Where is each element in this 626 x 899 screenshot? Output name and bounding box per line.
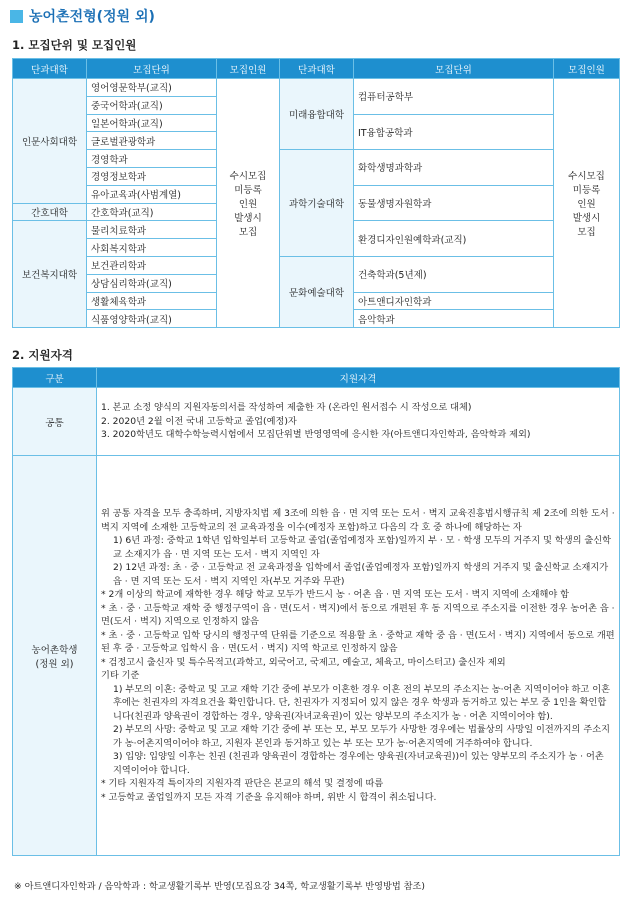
rural-content [97, 456, 620, 856]
table-row [13, 256, 620, 274]
section2-heading: 2. 지원자격 [12, 348, 73, 362]
header-college-right: 단과대학 [280, 59, 354, 79]
unit-cell: 아트앤디자인학과 [354, 292, 554, 310]
unit-cell: 글로벌관광학과 [87, 132, 217, 150]
unit-cell: 물리치료학과 [87, 221, 217, 239]
college-cell: 간호대학 [13, 203, 87, 221]
header-category: 구분 [13, 368, 97, 388]
unit-cell: IT융합공학과 [354, 114, 554, 150]
table-header-row [13, 368, 620, 388]
rural-note: * 초 · 중 · 고등학교 재학 중 행정구역이 읍 · 면(도서 · 벽지)에서 동으로 개편된 후 동 지역으로 주소지를 이전한 경우 농어촌 읍 · 면(도서 · 벽지) 지역으로 인정하지 않음 [101, 602, 615, 627]
other-criteria-title: 기타 기준 [101, 670, 140, 681]
header-college-left: 단과대학 [13, 59, 87, 79]
section1-heading: 1. 모집단위 및 모집인원 [12, 38, 137, 52]
rural-row [13, 456, 620, 856]
unit-cell: 경영정보학과 [87, 167, 217, 185]
common-item: 3. 2020학년도 대학수학능력시험에서 모집단위별 반영영역에 응시한 자(아트앤디자인학과, 음악학과 제외) [101, 429, 531, 441]
college-cell: 보건복지대학 [13, 221, 87, 328]
unit-cell: 유아교육과(사범계열) [87, 185, 217, 203]
page-title-text: 농어촌전형(정원 외) [29, 9, 155, 25]
rural-intro: 위 공통 자격을 모두 충족하며, 지방자치법 제 3조에 의한 읍 · 면 지역 또는 도서 · 벽지 교육진흥법시행규칙 제 2조에 의한 도서 · 벽지 지역에 소재한 고등학교의 전 교육과정을 이수(예정자 포함)하고 다음의 각 호 중 하나에 해당하는 자 [101, 508, 615, 533]
page-title [10, 6, 155, 26]
header-unit-right: 모집단위 [354, 59, 554, 79]
unit-cell: 사회복지학과 [87, 239, 217, 257]
unit-cell: 식품영양학과(교직) [87, 310, 217, 328]
common-row [13, 388, 620, 456]
recruitment-table [12, 58, 620, 328]
rural-note: * 2개 이상의 학교에 재학한 경우 해당 학교 모두가 반드시 농 · 어촌 읍 · 면 지역 또는 도서 · 벽지 지역에 소재해야 함 [101, 589, 569, 600]
header-quota-left: 모집인원 [217, 59, 280, 79]
rural-tail-note: * 고등학교 졸업일까지 모든 자격 기준을 유지해야 하며, 위반 시 합격이 취소됩니다. [101, 791, 437, 803]
quota-cell: 수시모집 미등록 인원 발생시 모집 [217, 79, 280, 328]
title-square-icon [10, 10, 23, 23]
unit-cell: 영어영문학부(교직) [87, 79, 217, 97]
common-item: 2. 2020년 2월 이전 국내 고등학교 졸업(예정)자 [101, 415, 297, 427]
other-criteria-item: 2) 부모의 사망: 중학교 및 고교 재학 기간 중에 부 또는 모, 부모 모두가 사망한 경우에는 법률상의 사망일 이전까지의 주소지가 농·어촌지역이어야 하고, 지원자 본인과 동거하고 있는 부 또는 모가 농·어촌지역에 거주하여야 합니다. [113, 724, 610, 749]
unit-cell: 음악학과 [354, 310, 554, 328]
college-cell: 과학기술대학 [280, 150, 354, 257]
other-criteria-item: 3) 입양: 입양일 이후는 친권 (친권과 양육권이 경합하는 경우에는 양육권(자녀교육권))이 있는 양부모의 주소지가 농 · 어촌 지역이어야 합니다. [113, 751, 604, 776]
unit-cell: 보건관리학과 [87, 256, 217, 274]
unit-cell: 중국어학과(교직) [87, 96, 217, 114]
rural-note: * 검정고시 출신자 및 특수목적고(과학고, 외국어고, 국제고, 예술고, 체육고, 마이스터고) 출신자 제외 [101, 656, 506, 668]
other-criteria-item: 1) 부모의 이혼: 중학교 및 고교 재학 기간 중에 부모가 이혼한 경우 이혼 전의 부모의 주소지는 농·어촌 지역이어야 하고 이혼 후에는 친권자의 자격요건을 확인합니다. 단, 친권자가 지정되어 있지 않은 경우 학생과 동거하고 있는 부모 중 1인을 확인합니다(친권과 양육권이 경합하는 경우, 양육권(자녀교육권)이 있는 양부모의 주소지가 농 · 어촌 지역이어야 함). [113, 683, 610, 722]
college-cell: 문화예술대학 [280, 256, 354, 327]
unit-cell: 생활체육학과 [87, 292, 217, 310]
rural-label: 농어촌학생 (정원 외) [13, 456, 97, 856]
rural-note: * 초 · 중 · 고등학교 입학 당시의 행정구역 단위를 기준으로 적용할 초 · 중학교 재학 중 읍 · 면(도서 · 벽지) 지역에서 동으로 개편된 후 중 · 고등학교 입학시 읍 · 면(도서 · 벽지) 지역 학교로 인정하지 않음 [101, 629, 615, 654]
common-item: 1. 본교 소정 양식의 지원자동의서를 작성하여 제출한 자 (온라인 원서접수 시 작성으로 대체) [101, 402, 472, 414]
header-unit-left: 모집단위 [87, 59, 217, 79]
rural-item: 2) 12년 과정: 초 · 중 · 고등학교 전 교육과정을 입학에서 졸업(졸업예정자 포함)일까지 학생의 거주지 및 출신학교 소재지가 읍 · 면 지역 또는 도서 · 벽지 지역인 자(부모 거주와 무관) [113, 562, 609, 587]
common-label: 공통 [13, 388, 97, 456]
table-row [13, 150, 620, 168]
footnote: ※ 아트앤디자인학과 / 음악학과 : 학교생활기록부 반영(모집요강 34쪽, 학교생활기록부 반영방법 참조) [14, 881, 426, 892]
unit-cell: 환경디자인원예학과(교직) [354, 221, 554, 257]
unit-cell: 컴퓨터공학부 [354, 79, 554, 115]
quota-cell: 수시모집 미등록 인원 발생시 모집 [554, 79, 620, 328]
unit-cell: 건축학과(5년제) [354, 256, 554, 292]
common-content [97, 388, 620, 456]
college-cell: 인문사회대학 [13, 79, 87, 204]
unit-cell: 일본어학과(교직) [87, 114, 217, 132]
unit-cell: 경영학과 [87, 150, 217, 168]
unit-cell: 동물생명자원학과 [354, 185, 554, 221]
rural-item: 1) 6년 과정: 중학교 1학년 입학일부터 고등학교 졸업(졸업예정자 포함)일까지 부 · 모 · 학생 모두의 거주지 및 학생의 출신학교 소재지가 읍 · 면 지역 또는 도서 · 벽지 지역인 자 [113, 535, 612, 560]
eligibility-table [12, 367, 620, 856]
unit-cell: 간호학과(교직) [87, 203, 217, 221]
table-header-row [13, 59, 620, 79]
header-eligibility: 지원자격 [97, 368, 620, 388]
unit-cell: 화학생명과학과 [354, 150, 554, 186]
unit-cell: 상담심리학과(교직) [87, 274, 217, 292]
college-cell: 미래융합대학 [280, 79, 354, 150]
header-quota-right: 모집인원 [554, 59, 620, 79]
table-row [13, 79, 620, 97]
rural-tail-note: * 기타 지원자격 특이자의 지원자격 판단은 본교의 해석 및 결정에 따름 [101, 778, 384, 789]
